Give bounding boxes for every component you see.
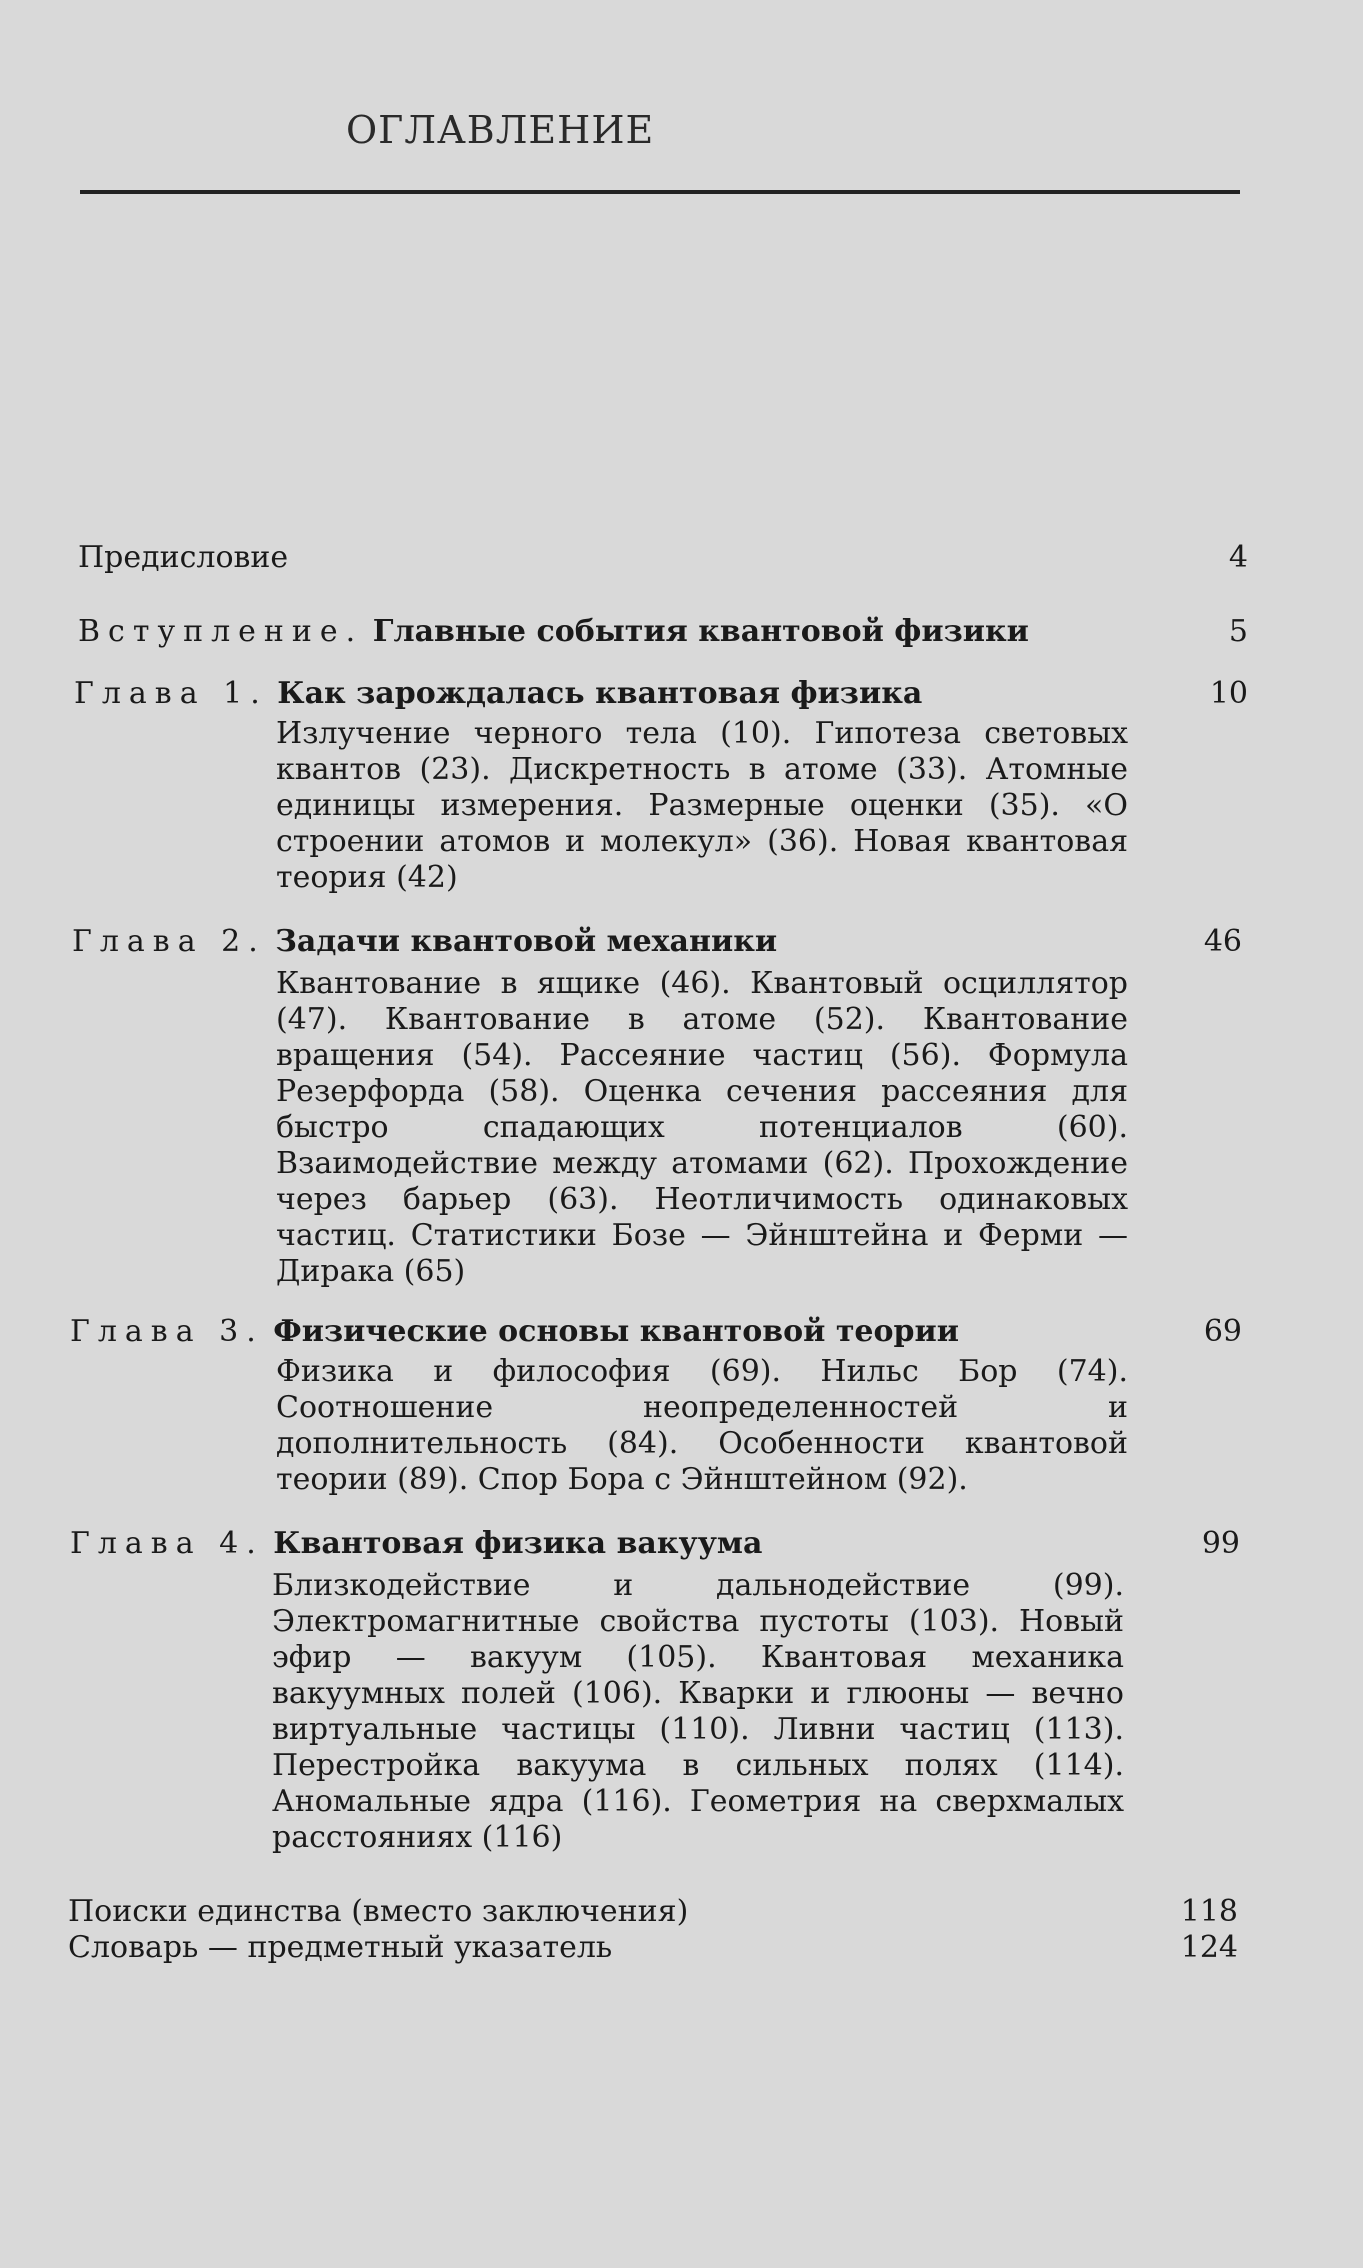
toc-entry-chapter-3 (70, 1314, 959, 1350)
chapter-1-description: Излучение черного тела (10). Гипотеза световых квантов (23). Дискретность в атоме (33). Атомные единицы измерения. Размерные оценки (35). «О строении атомов и молекул» (36). Новая квантовая теория (42) (276, 716, 1128, 895)
chapter-3-description: Физика и философия (69). Нильс Бор (74). Соотношение неопределенностей и дополнительность (84). Особенности квантовой теории (89). Спор Бора с Эйнштейном (92). (276, 1354, 1128, 1497)
toc-entry-preface: Предисловие (78, 540, 289, 575)
chapter-2-title: Задачи квантовой механики (275, 924, 778, 959)
intro-title: Главные события квантовой физики (372, 614, 1029, 649)
chapter-3-title: Физические основы квантовой теории (273, 1314, 959, 1349)
toc-page-chapter-3: 69 (1203, 1314, 1242, 1349)
toc-entry-chapter-1 (74, 676, 922, 712)
title-divider (80, 190, 1240, 194)
toc-page-chapter-1: 10 (1209, 676, 1248, 711)
toc-entry-conclusion: Поиски единства (вместо заключения) (68, 1894, 689, 1929)
page-title: ОГЛАВЛЕНИЕ (346, 108, 655, 152)
chapter-4-description: Близкодействие и дальнодействие (99). Электромагнитные свойства пустоты (103). Новый эфир — вакуум (105). Квантовая механика вакуумных полей (106). Кварки и глюоны — вечно виртуальные частицы (110). Ливни частиц (113). Перестройка вакуума в сильных полях (114). Аномальные ядра (116). Геометрия на сверхмалых расстояниях (116) (272, 1568, 1124, 1855)
toc-entry-chapter-2 (72, 924, 777, 960)
intro-prefix: Вступление. (78, 614, 364, 649)
toc-page-chapter-4: 99 (1201, 1526, 1240, 1561)
chapter-3-label: Глава 3. (70, 1314, 264, 1349)
chapter-2-label: Глава 2. (72, 924, 266, 959)
chapter-1-label: Глава 1. (74, 676, 268, 711)
toc-entry-index: Словарь — предметный указатель (68, 1930, 613, 1965)
chapter-1-title: Как зарождалась квантовая физика (277, 676, 923, 711)
toc-page-index: 124 (1180, 1930, 1238, 1965)
toc-entry-chapter-4 (70, 1526, 762, 1562)
chapter-2-description: Квантование в ящике (46). Квантовый осциллятор (47). Квантование в атоме (52). Квантование вращения (54). Рассеяние частиц (56). Формула Резерфорда (58). Оценка сечения рассеяния для быстро спадающих потенциалов (60). Взаимодействие между атомами (62). Прохождение через барьер (63). Неотличимость одинаковых частиц. Статистики Бозе — Эйнштейна и Ферми — Дирака (65) (276, 966, 1128, 1289)
toc-page-preface: 4 (1228, 540, 1248, 575)
toc-page-chapter-2: 46 (1203, 924, 1242, 959)
chapter-4-title: Квантовая физика вакуума (273, 1526, 763, 1561)
toc-page-conclusion: 118 (1180, 1894, 1238, 1929)
toc-entry-intro (78, 614, 1029, 650)
chapter-4-label: Глава 4. (70, 1526, 264, 1561)
toc-page-intro: 5 (1228, 614, 1248, 649)
